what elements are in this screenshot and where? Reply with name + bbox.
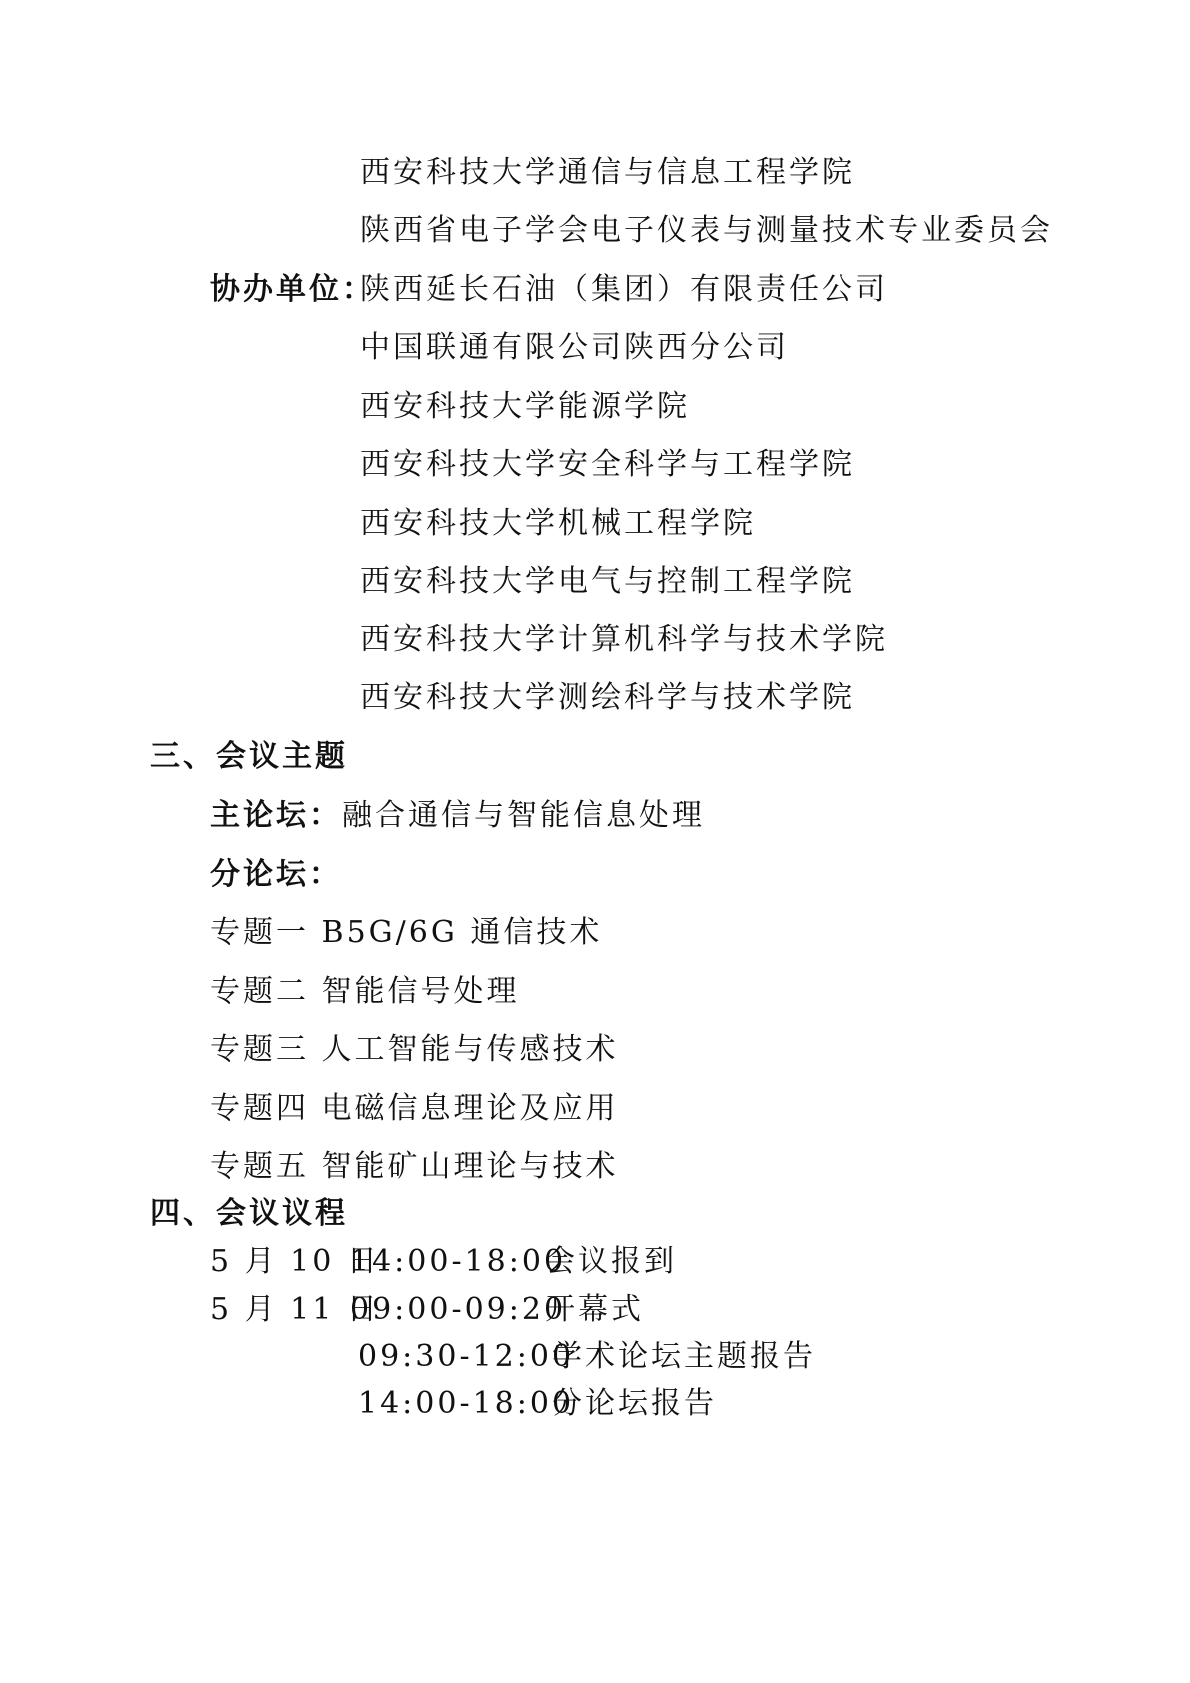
agenda-time: 09:00-09:20 [350,1292,567,1327]
topic-item: 专题四 电磁信息理论及应用 [210,1091,619,1126]
main-forum-value: 融合通信与智能信息处理 [342,798,705,833]
agenda-time: 09:30-12:00 [358,1339,575,1374]
topic-item: 专题二 智能信号处理 [210,974,520,1009]
co-organizer-item: 西安科技大学计算机科学与技术学院 [360,622,888,657]
co-organizer-item: 中国联通有限公司陕西分公司 [360,330,789,365]
co-organizers-label: 协办单位： [210,272,375,307]
co-organizer-item: 西安科技大学能源学院 [360,389,690,424]
section-heading: 四、会议议程 [150,1196,348,1231]
topic-item: 专题一 B5G/6G 通信技术 [210,915,603,950]
agenda-event: 分论坛报告 [552,1386,717,1421]
agenda-event: 学术论坛主题报告 [552,1339,816,1374]
co-organizer-item: 西安科技大学电气与控制工程学院 [360,564,855,599]
agenda-date: 5 月 10 日 [210,1244,380,1279]
co-organizer-item: 陕西延长石油（集团）有限责任公司 [360,272,888,307]
agenda-time: 14:00-18:00 [358,1386,575,1421]
main-forum-line [210,798,705,834]
organizer-item: 陕西省电子学会电子仪表与测量技术专业委员会 [360,213,1053,248]
main-forum-label: 主论坛： [210,798,342,833]
co-organizer-item: 西安科技大学测绘科学与技术学院 [360,680,855,715]
topic-item: 专题三 人工智能与传感技术 [210,1032,619,1067]
section-heading: 三、会议主题 [150,739,348,774]
co-organizer-item: 西安科技大学机械工程学院 [360,506,756,541]
sub-forum-label: 分论坛： [210,857,342,892]
agenda-date: 5 月 11 日 [210,1292,380,1327]
organizer-item: 西安科技大学通信与信息工程学院 [360,155,855,190]
agenda-event: 会议报到 [545,1244,677,1279]
agenda-event: 开幕式 [545,1292,644,1327]
agenda-time: 14:00-18:00 [350,1244,567,1279]
co-organizer-item: 西安科技大学安全科学与工程学院 [360,447,855,482]
topic-item: 专题五 智能矿山理论与技术 [210,1149,619,1184]
